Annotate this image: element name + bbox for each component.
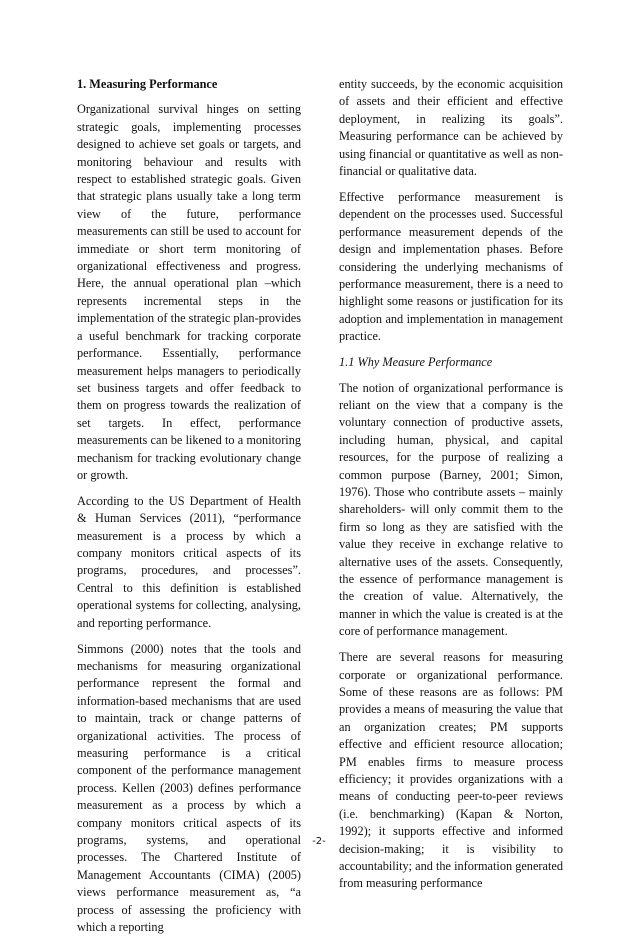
page-number: -2- [312,836,326,847]
paragraph: entity succeeds, by the economic acquisition of assets and their efficient and effective deployment, in realizing its goals”. Measuring performance can be achieved by using financial or quantitative as well as non-financial or qualitative data. [339,77,563,179]
section-heading: 1. Measuring Performance [77,77,218,91]
subsection-heading: 1.1 Why Measure Performance [339,355,493,370]
right-column [339,76,563,901]
paragraph: There are several reasons for measuring corporate or organizational performance. Some of these reasons are as follows: PM provides a means of measuring the value that an organization creates; PM supports effective and efficient resource allocation; PM enables firms to measure process efficiency; it provides organizations with a means of conducting peer-to-peer reviews (i.e. benchmarking) (Kapan & Norton, 1992); it supports effective and informed decision-making; it is visibility to accountability; and the information generated from measuring performance [339,650,563,891]
paragraph: The notion of organizational performance is reliant on the view that a company is the voluntary connection of productive assets, including human, physical, and capital resources, for the purpose of realizing a common purpose (Barney, 2001; Simon, 1976). Those who contribute assets – mainly shareholders- will only commit them to the firm so long as they are satisfied with the value they receive in exchange relative to alternative uses of the assets. Consequently, the essence of performance management is the creation of value. Alternatively, the manner in which the value is created is at the core of performance management. [339,380,563,639]
paragraph: Simmons (2000) notes that the tools and mechanisms for measuring organizational performance represent the formal and information-based mechanisms that are used to maintain, track or change patterns of organizational activities. The process of measuring performance is a critical component of the performance management process. Kellen (2003) defines performance measurement as a process by which a company monitors critical aspects of its programs, systems, and operational processes. The Chartered Institute of Management Accountants (CIMA) (2005) views performance measurement as, “a process of assessing the proficiency with which a reporting [77,641,301,935]
paragraph: According to the US Department of Health & Human Services (2011), “performance measurement is a process by which a company monitors critical aspects of its programs, procedures, and processes”. Central to this definition is established operational systems for collecting, analysing, and reporting performance. [77,493,301,630]
paragraph: Effective performance measurement is dependent on the processes used. Successful performance measurement depends of the design and implementation phases. Before considering the underlying mechanisms of performance measurement, there is a need to highlight some reasons or justification for its adoption and implementation in management practice. [339,189,563,344]
left-column [77,76,301,945]
paragraph: Organizational survival hinges on setting strategic goals, implementing processes designed to achieve set goals or targets, and monitoring behaviour and results with respect to established strategic goals. Given that strategic plans usually take a long term view of the future, performance measurements can still be used to account for immediate or short term monitoring of organizational effectiveness and progress. Here, the annual operational plan –which represents incremental steps in the implementation of the strategic plan-provides a useful benchmark for tracking corporate performance. Essentially, performance measurement helps managers to periodically set business targets and offer feedback to them on progress towards the realization of set targets. In effect, performance measurements can be likened to a monitoring mechanism for tracking evolutionary change or growth. [77,102,302,482]
